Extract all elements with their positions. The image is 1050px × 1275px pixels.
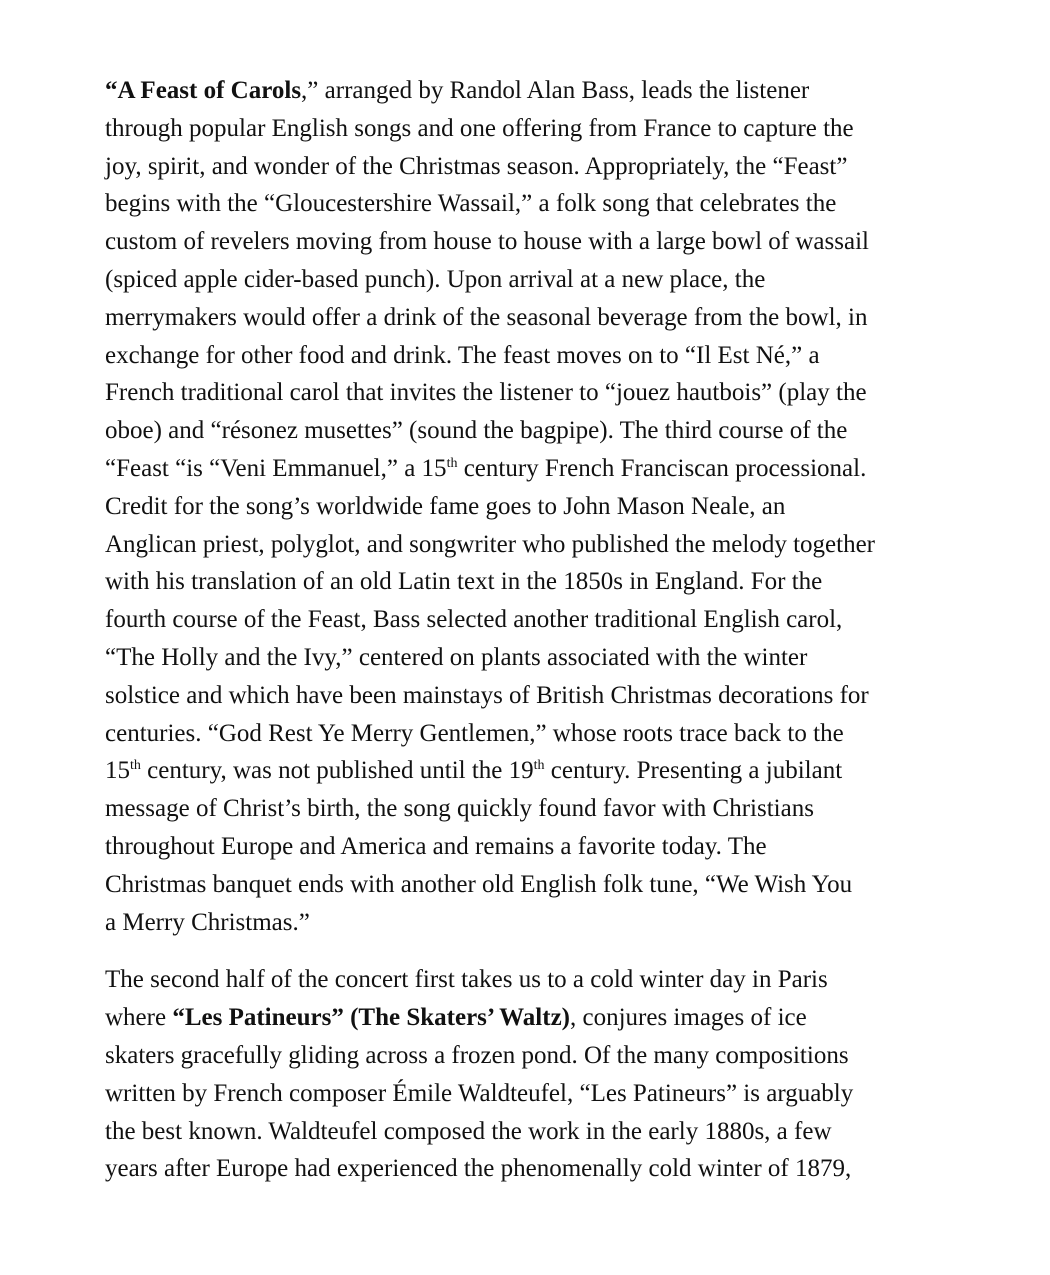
text-line [105,261,985,299]
text-line [105,72,985,110]
text-segment: (spiced apple cider-based punch). Upon arrival at a new place, the [105,265,766,293]
text-line [105,601,985,639]
text-line [105,1150,985,1188]
text-line [105,148,985,186]
text-segment: custom of revelers moving from house to house with a large bowl of wassail [105,228,869,256]
text-line [105,337,985,375]
text-segment: ,” arranged by Randol Alan Bass, leads the listener [301,77,810,104]
text-segment: “Feast “is “Veni Emmanuel,” a 15 [105,454,447,482]
ordinal-superscript: th [533,758,545,774]
paragraph-2 [105,961,985,1188]
text-line [105,999,985,1037]
text-line [105,223,985,261]
text-line [105,488,985,526]
text-line [105,1075,985,1113]
text-segment: Credit for the song’s worldwide fame goes to John Mason Neale, an [105,492,786,520]
text-segment: Christmas banquet ends with another old English folk tune, “We Wish You [105,870,853,898]
text-segment: begins with the “Gloucestershire Wassail,” a folk song that celebrates the [105,190,837,218]
text-segment: 15 [105,757,130,785]
paragraph-spacer [105,941,985,961]
text-segment: joy, spirit, and wonder of the Christmas season. Appropriately, the “Feast” [105,152,848,180]
ordinal-superscript: th [446,455,458,471]
text-line [105,828,985,866]
text-segment: with his translation of an old Latin text in the 1850s in England. For the [105,568,823,596]
text-line [105,790,985,828]
text-segment: centuries. “God Rest Ye Merry Gentlemen,” whose roots trace back to the [105,719,844,747]
bold-title: “A Feast of Carols [105,77,302,104]
text-segment: written by French composer Émile Waldteufel, “Les Patineurs” is arguably [105,1079,854,1107]
text-segment: century, was not published until the 19 [140,757,534,785]
text-line [105,866,985,904]
ordinal-superscript: th [130,758,141,774]
text-segment: , conjures images of ice [569,1004,807,1032]
text-segment: solstice and which have been mainstays of British Christmas decorations for [105,681,869,709]
text-segment: years after Europe had experienced the phenomenally cold winter of 1879, [105,1155,852,1183]
text-line [105,715,985,753]
text-segment: French traditional carol that invites the listener to “jouez hautbois” (play the [105,379,867,407]
text-line [105,299,985,337]
text-segment: fourth course of the Feast, Bass selected another traditional English carol, [105,606,843,634]
text-segment: message of Christ’s birth, the song quickly found favor with Christians [105,795,814,823]
text-line [105,450,985,488]
text-line [105,961,985,999]
text-line [105,526,985,564]
text-segment: merrymakers would offer a drink of the seasonal beverage from the bowl, in [105,303,868,331]
text-line [105,752,985,790]
text-line [105,110,985,148]
bold-title: “Les Patineurs” (The Skaters’ Waltz) [172,1004,570,1032]
paragraph-1 [105,72,985,941]
text-line [105,1113,985,1151]
text-segment: Anglican priest, polyglot, and songwriter who published the melody together [105,530,875,558]
text-segment: oboe) and “résonez musettes” (sound the bagpipe). The third course of the [105,417,848,445]
text-line [105,677,985,715]
text-segment: century French Franciscan processional. [457,454,867,482]
text-line [105,1037,985,1075]
text-segment: a Merry Christmas.” [105,908,310,936]
text-segment: where [105,1004,173,1032]
document-page [105,72,985,1188]
text-line [105,412,985,450]
text-line [105,639,985,677]
text-segment: century. Presenting a jubilant [544,757,843,785]
text-line [105,374,985,412]
text-segment: the best known. Waldteufel composed the work in the early 1880s, a few [105,1117,832,1145]
text-line [105,904,985,942]
text-segment: exchange for other food and drink. The feast moves on to “Il Est Né,” a [105,341,820,369]
text-segment: “The Holly and the Ivy,” centered on plants associated with the winter [105,643,808,671]
text-line [105,185,985,223]
text-segment: through popular English songs and one offering from France to capture the [105,114,854,142]
text-line [105,563,985,601]
text-segment: throughout Europe and America and remains a favorite today. The [105,832,767,860]
text-segment: The second half of the concert first takes us to a cold winter day in Paris [105,966,828,994]
text-segment: skaters gracefully gliding across a frozen pond. Of the many compositions [105,1041,849,1069]
